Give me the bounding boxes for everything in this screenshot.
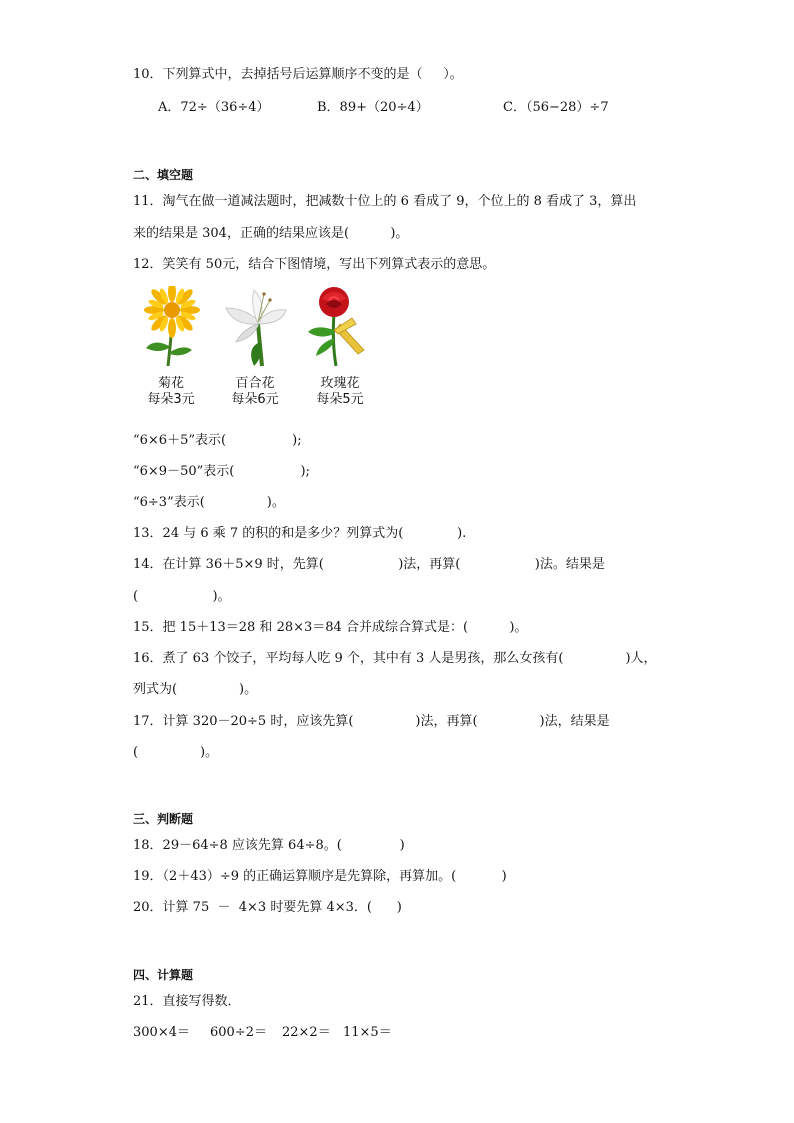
- question-10-option-c: C．（56−28）÷7: [503, 100, 609, 115]
- question-15: 15．把 15＋13＝28 和 28×3＝84 合并成综合算式是：( )。: [133, 620, 528, 635]
- rose-price: 每朵5元: [316, 392, 364, 407]
- lily-price: 每朵6元: [231, 392, 279, 407]
- question-18: 18．29－64÷8 应该先算 64÷8。( ): [133, 838, 405, 853]
- question-12-sub-1: “6×6＋5”表示( );: [133, 433, 302, 448]
- question-10-stem: 10．下列算式中，去掉括号后运算顺序不变的是（ ）。: [133, 67, 463, 82]
- question-21-stem: 21．直接写得数．: [133, 994, 241, 1009]
- rose-name: 玫瑰花: [320, 376, 360, 391]
- question-11-line-1: 11．淘气在做一道减法题时，把减数十位上的 6 看成了 9，个位上的 8 看成了 3，算出: [133, 194, 637, 209]
- lily-illustration: [224, 286, 288, 368]
- chrysanthemum-name: 菊花: [157, 376, 184, 391]
- question-13: 13．24 与 6 乘 7 的积的和是多少？列算式为( ).: [133, 526, 467, 541]
- lily-name: 百合花: [235, 376, 275, 391]
- lily-caption: [220, 376, 290, 408]
- section-2-title: 二、填空题: [133, 168, 194, 182]
- question-16-line-1: 16．煮了 63 个饺子，平均每人吃 9 个，其中有 3 人是男孩，那么女孩有( )人，: [133, 651, 657, 666]
- question-12-sub-2: “6×9－50”表示( );: [133, 464, 310, 479]
- question-16-line-2: 列式为( )。: [133, 682, 258, 697]
- question-17-line-2: ( )。: [133, 745, 219, 760]
- question-10-option-b: B．89+（20÷4）: [317, 100, 429, 115]
- calc-item-4: 11×5＝: [343, 1025, 392, 1040]
- question-12-sub-3: “6÷3”表示( )。: [133, 495, 285, 510]
- question-14-line-2: ( )。: [133, 589, 231, 604]
- question-14-line-1: 14．在计算 36＋5×9 时，先算( )法，再算( )法。结果是: [133, 557, 605, 572]
- rose-illustration: [304, 286, 368, 368]
- question-10-option-a: A．72÷（36÷4）: [158, 100, 270, 115]
- question-19: 19．（2＋43）÷9 的正确运算顺序是先算除，再算加。( ): [133, 869, 507, 884]
- question-20: 20．计算 75 － 4×3 时要先算 4×3．( ): [133, 900, 402, 915]
- chrysanthemum-illustration: [140, 286, 204, 368]
- calc-item-1: 300×4＝: [133, 1025, 190, 1040]
- question-12-stem: 12．笑笑有 50元，结合下图情境，写出下列算式表示的意思。: [133, 257, 496, 272]
- section-3-title: 三、判断题: [133, 812, 194, 826]
- calc-item-3: 22×2＝: [282, 1025, 331, 1040]
- section-4-title: 四、计算题: [133, 968, 194, 982]
- question-17-line-1: 17．计算 320－20÷5 时，应该先算( )法，再算( )法，结果是: [133, 714, 610, 729]
- calc-item-2: 600÷2＝: [210, 1025, 267, 1040]
- rose-caption: [305, 376, 375, 408]
- chrysanthemum-caption: [136, 376, 206, 408]
- question-11-line-2: 来的结果是 304，正确的结果应该是( )。: [133, 226, 409, 241]
- chrysanthemum-price: 每朵3元: [147, 392, 195, 407]
